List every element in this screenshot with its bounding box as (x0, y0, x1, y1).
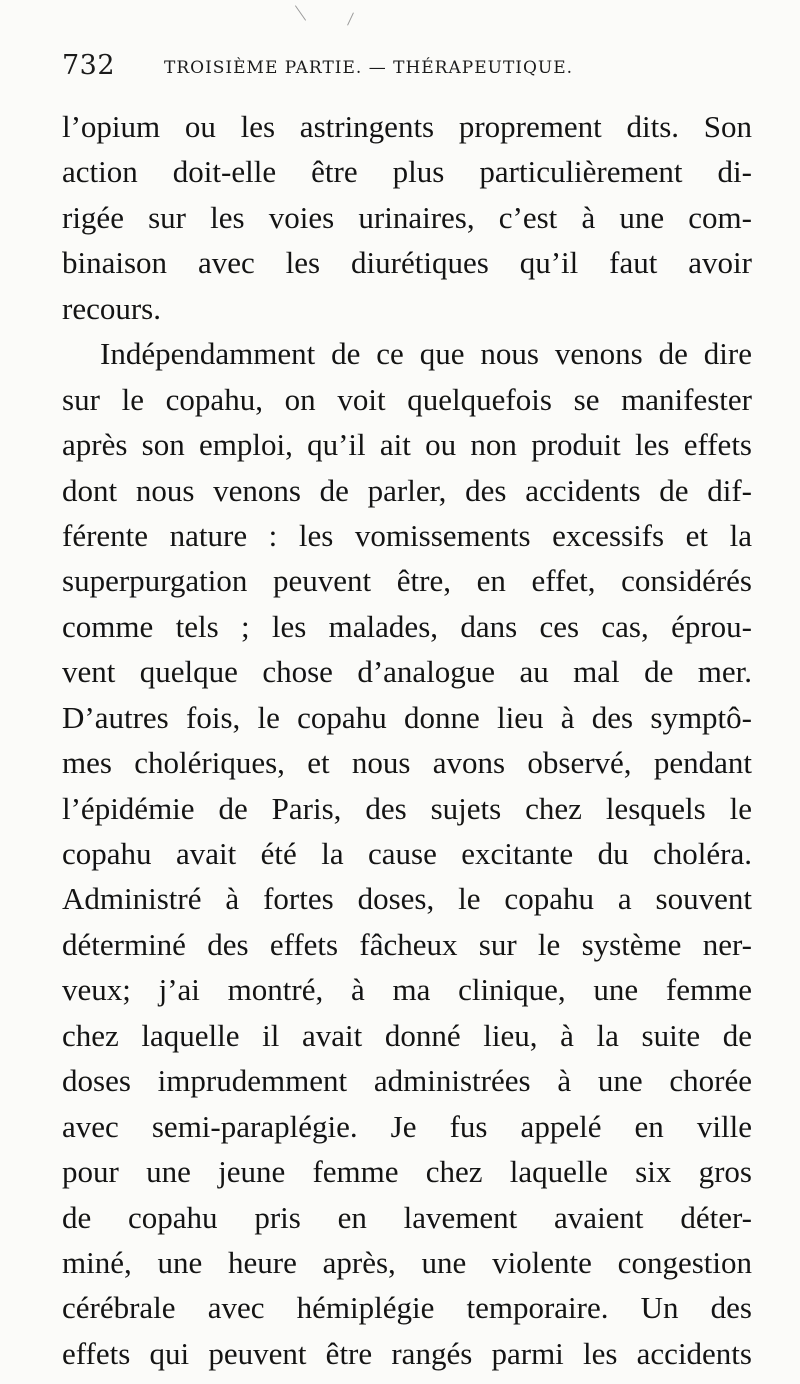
text-line: D’autres fois, le copahu donne lieu à des symptô- (62, 699, 752, 735)
text-line: chez laquelle il avait donné lieu, à la suite de (62, 1017, 752, 1053)
text-line: pour une jeune femme chez laquelle six gros (62, 1154, 752, 1190)
body-text (62, 104, 752, 1376)
text-line: effets qui peuvent être rangés parmi les accidents (62, 1335, 752, 1371)
text-line: recours. (62, 290, 161, 326)
text-line: l’opium ou les astringents proprement dits. Son (62, 109, 752, 144)
text-line: miné, une heure après, une violente congestion (62, 1244, 752, 1280)
text-line: avec semi-paraplégie. Je fus appelé en ville (62, 1108, 752, 1144)
text-line: l’épidémie de Paris, des sujets chez lesquels le (62, 790, 752, 826)
text-line: déterminé des effets fâcheux sur le système ner- (62, 926, 752, 962)
text-line: mes cholériques, et nous avons observé, pendant (62, 745, 752, 781)
text-line: binaison avec les diurétiques qu’il faut avoir (62, 245, 752, 281)
text-line: doses imprudemment administrées à une chorée (62, 1063, 752, 1099)
text-line: de copahu pris en lavement avaient déter- (62, 1199, 752, 1235)
text-line: sur le copahu, on voit quelquefois se manifester (62, 381, 752, 417)
page-header (62, 50, 752, 90)
scan-mark-top-right (347, 12, 354, 25)
scan-mark-top (295, 5, 306, 20)
text-line: dont nous venons de parler, des accidents de dif- (62, 472, 752, 508)
text-line: rigée sur les voies urinaires, c’est à une com- (62, 199, 752, 235)
text-line: comme tels ; les malades, dans ces cas, éprou- (62, 608, 752, 644)
text-line: cérébrale avec hémiplégie temporaire. Un des (62, 1290, 752, 1326)
text-line: après son emploi, qu’il ait ou non produit les effets (62, 427, 752, 463)
text-line: action doit-elle être plus particulièrement di- (62, 154, 752, 190)
text-line: veux; j’ai montré, à ma clinique, une femme (62, 972, 752, 1008)
running-head: TROISIÈME PARTIE. — THÉRAPEUTIQUE. (164, 58, 574, 78)
text-line: férente nature : les vomissements excessifs et la (62, 517, 752, 553)
text-line: Administré à fortes doses, le copahu a souvent (62, 881, 752, 917)
text-line: Indépendamment de ce que nous venons de dire (100, 336, 752, 372)
text-line: vent quelque chose d’analogue au mal de mer. (62, 654, 752, 690)
text-line: superpurgation peuvent être, en effet, considérés (62, 563, 752, 599)
text-line: copahu avait été la cause excitante du choléra. (62, 836, 752, 871)
page-number: 732 (62, 50, 116, 81)
